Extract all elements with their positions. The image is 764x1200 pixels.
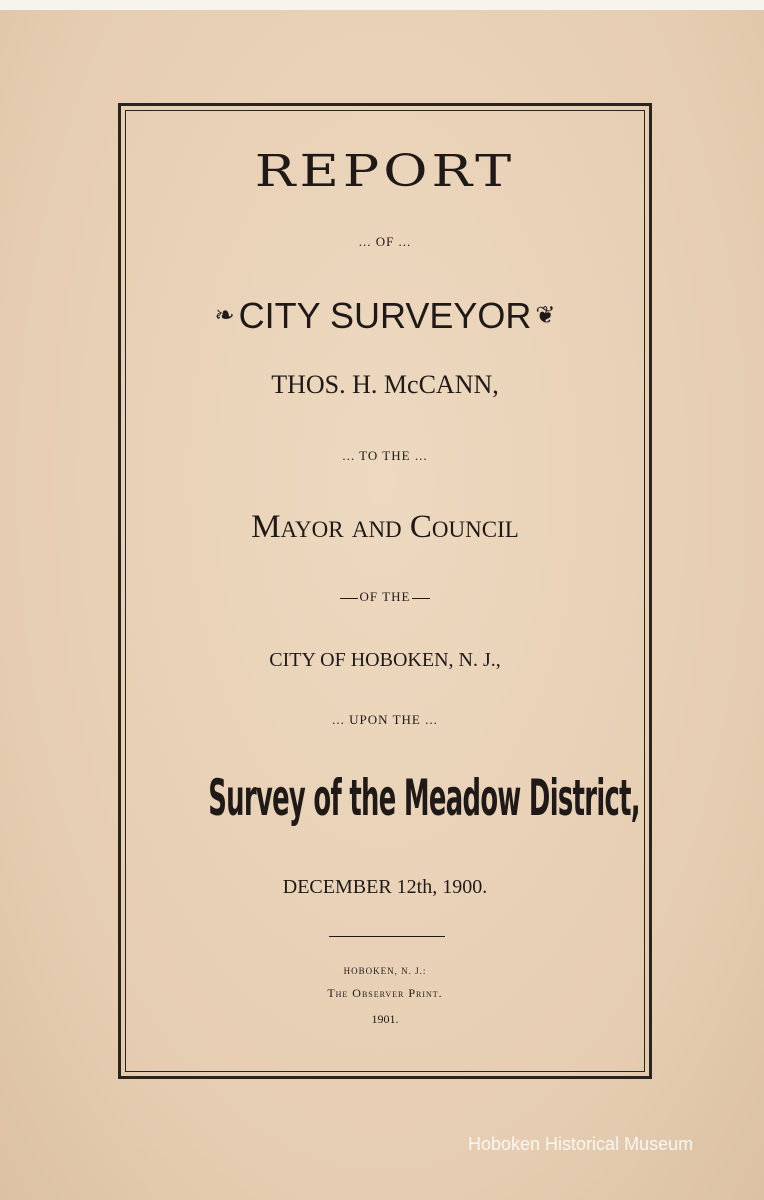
of-the-connector [125,587,645,607]
city-line: CITY OF HOBOKEN, N. J., [269,649,501,671]
subject-heading: Survey of the Meadow District, [208,768,640,828]
report-date: DECEMBER 12th, 1900. [282,876,488,898]
imprint-printer: The Observer Print. [327,986,443,1000]
imprint-place: HOBOKEN, N. J.: [343,966,427,976]
office-heading [125,292,645,342]
of-the-text: OF THE [359,589,411,604]
museum-watermark: Hoboken Historical Museum [468,1134,694,1154]
dash-right [412,598,430,599]
office-text: CITY SURVEYOR [238,295,532,336]
imprint-year: 1901. [371,1012,399,1026]
upon-connector: ... UPON THE ... [332,712,438,727]
report-title: REPORT [254,144,516,197]
dash-left [340,598,358,599]
page-top-edge [0,0,764,10]
of-connector: ... OF ... [358,234,412,249]
to-connector: ... TO THE ... [342,448,428,463]
surveyor-name: THOS. H. McCANN, [271,370,499,399]
recipient-heading: Mayor and Council [251,509,519,545]
fleuron-right-icon: ❦ [535,302,556,330]
horizontal-rule [329,936,445,937]
fleuron-left-icon: ❧ [214,302,235,330]
